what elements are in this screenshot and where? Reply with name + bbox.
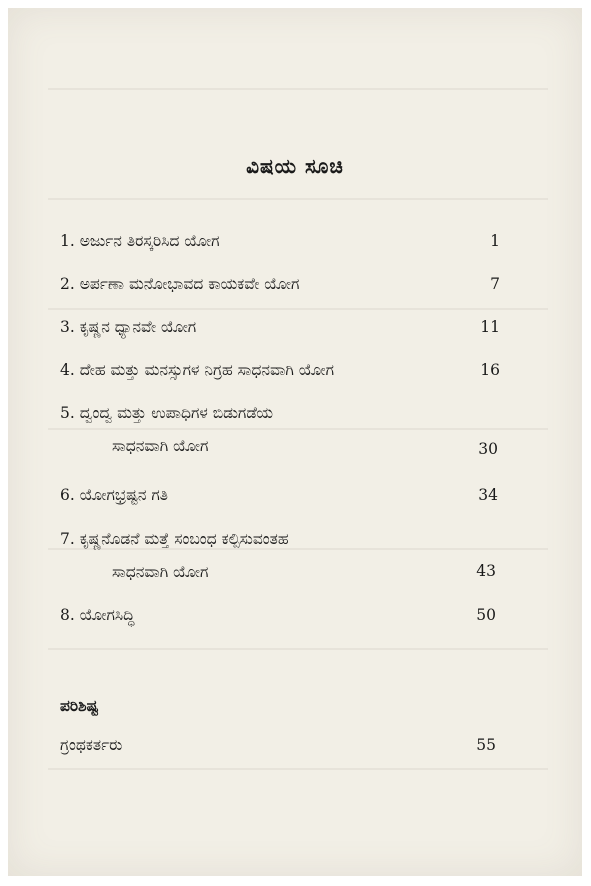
toc-entry-title: 8. ಯೋಗಸಿದ್ಧಿ xyxy=(60,606,135,624)
bleed-through-line xyxy=(48,308,548,310)
bleed-through-line xyxy=(48,768,548,770)
toc-entry-1 xyxy=(60,232,220,251)
toc-entry-7 xyxy=(60,530,289,582)
toc-entry-page: 50 xyxy=(476,606,496,624)
toc-entry-page: 11 xyxy=(480,318,500,336)
toc-entry-8 xyxy=(60,606,134,625)
bleed-through-line xyxy=(48,198,548,200)
appendix-item-title: ಗ್ರಂಥಕರ್ತರು xyxy=(60,736,123,754)
toc-entry-page: 7 xyxy=(490,275,500,293)
toc-entry-page: 34 xyxy=(478,486,498,504)
toc-entry-2 xyxy=(60,275,299,294)
page-title: ವಿಷಯ ಸೂಚಿ xyxy=(246,154,344,178)
toc-entry-title-continued: ಸಾಧನವಾಗಿ ಯೋಗ xyxy=(112,563,209,581)
bleed-through-line xyxy=(48,88,548,90)
toc-entry-title: 2. ಅರ್ಪಣಾ ಮನೋಭಾವದ ಕಾಯಕವೇ ಯೋಗ xyxy=(60,275,300,293)
toc-entry-title-continued: ಸಾಧನವಾಗಿ ಯೋಗ xyxy=(112,437,209,455)
toc-entry-3 xyxy=(60,318,196,337)
appendix-item-page: 55 xyxy=(476,736,496,754)
toc-entry-page: 16 xyxy=(480,361,500,379)
toc-entry-title: 3. ಕೃಷ್ಣನ ಧ್ಯಾನವೇ ಯೋಗ xyxy=(60,318,197,336)
appendix-heading: ಪರಿಶಿಷ್ಟ xyxy=(60,696,99,715)
bleed-through-line xyxy=(48,648,548,650)
toc-entry-page: 30 xyxy=(478,440,498,458)
toc-entry-page: 1 xyxy=(490,232,500,250)
toc-entry-4 xyxy=(60,361,334,380)
toc-entry-title: 4. ದೇಹ ಮತ್ತು ಮನಸ್ಸುಗಳ ನಿಗ್ರಹ ಸಾಧನವಾಗಿ ಯೋಗ xyxy=(60,361,335,379)
toc-entry-page: 43 xyxy=(476,562,496,580)
toc-entry-title: 5. ದ್ವಂದ್ವ ಮತ್ತು ಉಪಾಧಿಗಳ ಬಿಡುಗಡೆಯ xyxy=(60,404,273,422)
appendix-item xyxy=(60,736,122,755)
toc-entry-title: 1. ಅರ್ಜುನ ತಿರಸ್ಕರಿಸಿದ ಯೋಗ xyxy=(60,232,220,250)
toc-entry-5 xyxy=(60,404,273,456)
toc-entry-title: 7. ಕೃಷ್ಣನೊಡನೆ ಮತ್ತೆ ಸಂಬಂಧ ಕಲ್ಪಿಸುವಂತಹ xyxy=(60,530,289,548)
book-page xyxy=(8,8,582,876)
toc-entry-title: 6. ಯೋಗಭ್ರಷ್ಟನ ಗತಿ xyxy=(60,486,168,504)
toc-entry-6 xyxy=(60,486,168,505)
